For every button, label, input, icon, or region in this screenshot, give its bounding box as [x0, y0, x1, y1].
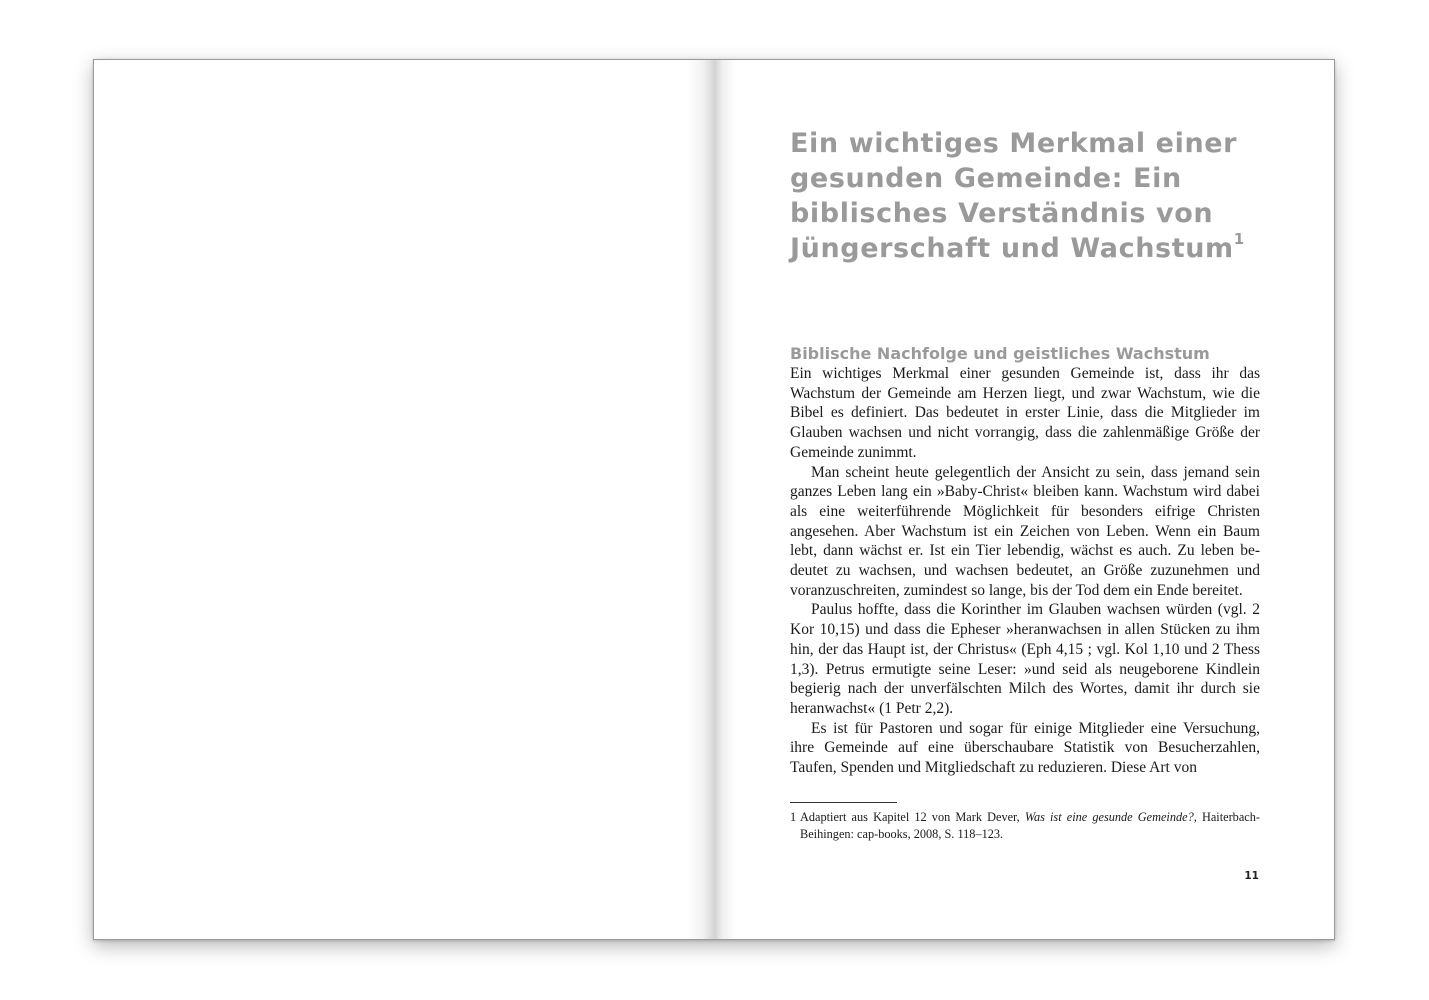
footnote — [790, 809, 1260, 843]
chapter-footnote-marker[interactable]: 1 — [1233, 230, 1245, 248]
left-page — [93, 59, 714, 940]
chapter-title-text: Ein wichtiges Merkmal einer gesunden Gemeinde: Ein biblisches Verständnis von Jüngerschaft und Wachstum — [790, 128, 1238, 264]
footnote-text-before: Adaptiert aus Kapitel 12 von Mark Dever, — [800, 809, 1025, 824]
book-spread — [93, 59, 1335, 940]
left-page-gutter-shadow — [686, 60, 714, 939]
paragraph-1: Ein wichtiges Merkmal einer gesunden Gemeinde ist, dass ihr das Wachstum der Gemeinde am Herzen liegt, und zwar Wachstum, wie die Bibel es definiert. Das bedeutet in erster Linie, dass die Mitglieder im Glauben wachsen und nicht vorrangig, dass die zahlenmäßige Größe der Gemeinde zunimmt. — [790, 365, 1260, 461]
paragraph-2: Man scheint heute gelegentlich der Ansicht zu sein, dass jemand sein ganzes Leben lang ein »Baby-Christ« bleiben kann. Wachstum wird dabei als eine weiterführende Möglichkeit für besonders eifrige Christen angesehen. Aber Wachstum ist ein Zeichen von Leben. Wenn ein Baum lebt, dann wächst er. Ist ein Tier lebendig, wächst es auch. Zu leben bedeutet zu wachsen, und wachsen bedeutet, an Größe zuzunehmen und voranzuschreiten, zumindest so lange, bis der Tod dem ein Ende bereitet. — [790, 463, 1260, 599]
footnote-book-title: Was ist eine gesunde Gemeinde? — [1024, 809, 1194, 824]
paragraph-4: Es ist für Pastoren und sogar für einige Mitglieder eine Versuchung, ihre Gemeinde auf eine überschaubare Statistik von Besucherzahlen, Taufen, Spenden und Mitgliedschaft zu reduzieren. Diese Art von — [790, 719, 1260, 777]
section-heading: Biblische Nachfolge und geistliches Wachstum — [790, 344, 1210, 363]
footnote-text-after: , Haiterbach-Beihingen: cap-books, 2008, S. 118–123. — [800, 809, 1260, 841]
paragraph-3: Paulus hoffte, dass die Korinther im Glauben wachsen würden (vgl. 2 Kor 10,15) und dass die Epheser »heranwachsen in allen Stücken zu ihm hin, der das Haupt ist, der Christus« (Eph 4,15 ; vgl. Kol 1,10 und 2 Thess 1,3). Petrus ermutigte seine Leser: »und seid als neugeborene Kindlein begierig nach der unverfälschten Milch des Wortes, damit ihr durch sie heranwachst« (1 Petr 2,2). — [790, 601, 1260, 717]
footnote-divider — [790, 802, 897, 803]
right-page-gutter-shadow — [714, 60, 736, 939]
chapter-title — [790, 126, 1260, 266]
page-content — [790, 126, 1260, 843]
right-page — [714, 59, 1335, 940]
page-number: 11 — [1244, 870, 1259, 882]
footnote-number: 1 — [790, 809, 797, 824]
